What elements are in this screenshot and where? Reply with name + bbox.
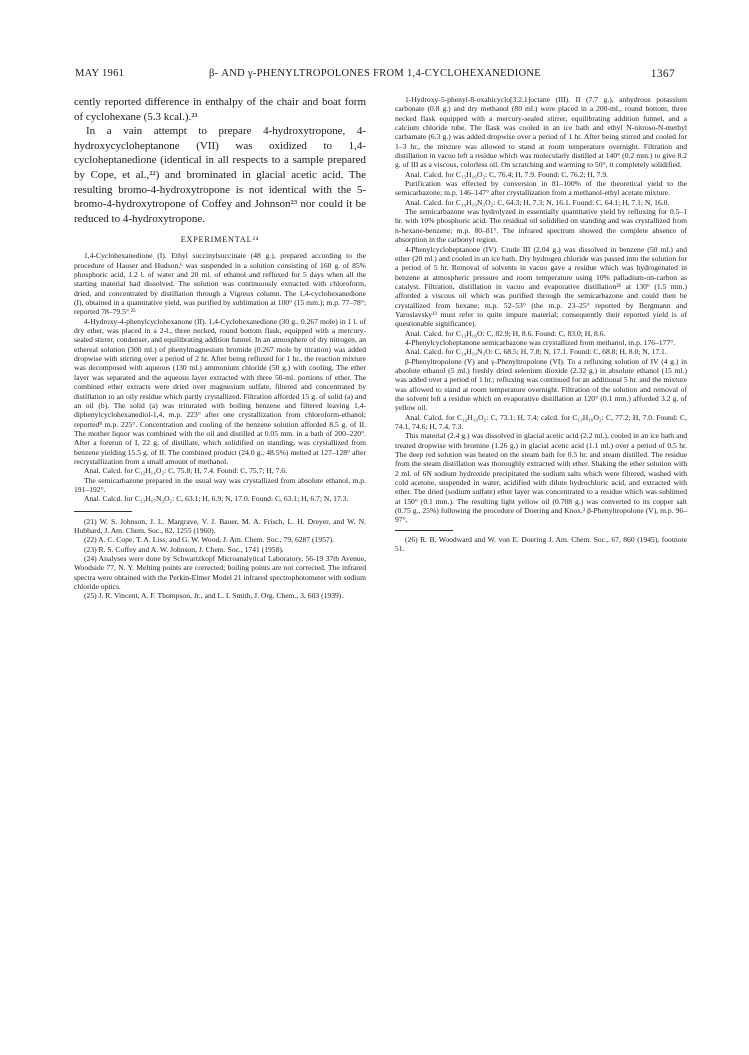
running-title: β- AND γ-PHENYLTROPOLONES FROM 1,4-CYCLOHEXANEDIONE <box>208 68 542 79</box>
experimental-paragraph: Purification was effected by conversion in 81–100% of the theoretical yield to the semicarbazone; m.p. 146–147° after crystallization from a methanol-ethyl acetate mixture. <box>395 179 687 198</box>
page-number: 1367 <box>650 68 675 80</box>
experimental-paragraph: The semicarbazone prepared in the usual way was crystallized from absolute ethanol, m.p. 191–192°. <box>74 475 366 494</box>
analysis-line: Anal. Calcd. for C₁₂H₁₄O₂: C, 75.8; H, 7.4. Found: C, 75.7; H, 7.6. <box>84 466 288 476</box>
experimental-paragraph: β-Phenyltropolone (V) and γ-Phenyltropolone (VI). To a refluxing solution of IV (4 g.) in absolute ethanol (5 ml.) freshly dried selenium dioxide (2.32 g.) in absolute ethanol (15 ml.) was added over a period of 1 hr.; refluxing was continued for an additional 5 hr. and the mixture was allowed to stand at room temperature overnight. Filtration of the solution and removal of the solvent left a residue which on evaporative distillation at 120° (0.1 mm.) afforded 3.2 g. of yellow oil. <box>395 356 687 413</box>
experimental-paragraph: 4-Hydroxy-4-phenylcyclohexanone (II). 1,4-Cyclohexanedione (30 g., 0.267 mole) in 1 l. of dry ether, was placed in a 2-l., three necked, round bottom flask, equipped with a mercury-sealed stirrer, condenser, and equilibrating addition funnel. In an atmosphere of dry nitrogen, an ethereal solution (300 ml.) of phenylmagnesium bromide (0.267 mole by titration) was added dropwise with stirring over a period of 2 hr. After being refluxed for 1 hr., the reaction mixture was decomposed with aqueous (130 ml.) ammonium chloride (50 g.) with cooling. The ether layer was separated and the aqueous layer extracted with three 50-ml. portions of ether. The combined ether extracts were dried over magnesium sulfate, filtered and concentrated by distillation to an oily residue which partly crystallized. Filtration afforded 15 g. of solid (a) and an oil (b). The solid (a) was triturated with boiling benzene and filtered leaving 1,4-diphenylcyclohexanediol-1,4, m.p. 223° after one crystallization from chloroform-ethanol; reported⁸ m.p. 225°. Concentration and cooling of the benzene solution afforded 8.5 g. of II. The mother liquor was combined with the oil and distilled at 0.05 mm. in a bath of 200–220°. After a forerun of I, 22 g. of distillate, which solidified on standing, was crystallized from benzene yielding 15.5 g. of II. The combined product (24.0 g., 48.5%) melted at 127–128° after recrystallization from a small amount of methanol. <box>74 316 366 466</box>
analysis-line: Anal. Calcd. for C₁₃H₁₀O₂: C, 73.1; H, 7.4; calcd. for C₁₃H₁₀O₂: C, 77.2; H, 7.0. Found: C, 74.1, 74.6; H, 7.4, 7.3. <box>395 412 687 432</box>
analysis-line: Anal. Calcd. for C₁₃H₁₇N₃O₂: C, 63.1; H, 6.9; N, 17.0. Found: C, 63.1; H, 6.7; N, 17.3. <box>84 494 349 504</box>
analysis-line: Anal. Calcd. for C₁₄H₁₉N₃O: C, 68.5; H, 7.8; N, 17.1. Found: C, 68.8; H, 8.0; N, 17.1. <box>405 347 667 357</box>
experimental-paragraph: This material (2.4 g.) was dissolved in glacial acetic acid (2.2 ml.), cooled in an ice bath and treated dropwise with bromine (1.26 g.) in glacial acetic acid (1.1 ml.) over a period of 0.5 hr. The deep red solution was heated on the steam bath for 0.5 hr. and steam distilled. The residue from the steam distillation was thoroughly extracted with ether. Shaking the ether solution with 2 ml. of 6N sodium hydroxide precipitated the sodium salts which were filtered, washed with cold acetone, suspended in water, acidified with dilute hydrochloric acid, and extracted with ether. The dried (sodium sulfate) ether layer was concentrated to a residue which was sublimed at 150° (0.1 mm.). The resulting light yellow oil (0.708 g.) was converted to its copper salt (0.75 g., 25%) following the procedure of Doering and Knox.³ β-Phenyltropolone (V), m.p. 96–97°, <box>395 431 687 525</box>
running-header <box>75 68 675 82</box>
footnote: (26) R. B. Woodward and W. von E. Doering J. Am. Chem. Soc., 67, 860 (1945), footnote 51. <box>395 534 687 554</box>
footnote: (24) Analyses were done by Schwartzkopf Microanalytical Laboratory, 56-19 37th Avenue, Woodside 77, N. Y. Melting points are corrected; boiling points are not corrected. The infrared spectra were obtained with the Perkin-Elmer Model 21 infrared spectrophotometer with sodium chloride optics. <box>74 554 366 592</box>
footnote: (23) R. S. Coffey and A. W. Johnson, J. Chem. Soc., 1741 (1958). <box>84 544 284 554</box>
footnote: (22) A. C. Cope, T. A. Liss, and G. W. Wood, J. Am. Chem. Soc., 79, 6287 (1957). <box>84 535 335 545</box>
footnote: (25) J. R. Vincent, A. F. Thompson, Jr., and L. I. Smith, J. Org. Chem., 3, 603 (1939). <box>84 591 344 601</box>
analysis-line: Anal. Calcd. for C₁₃H₁₆O₂: C, 76.4; H, 7.9. Found: C, 76.2; H, 7.9. <box>405 169 609 179</box>
left-column <box>74 95 366 601</box>
experimental-paragraph: 1-Hydroxy-5-phenyl-8-oxabicyclo[3.2.1]octane (III). II (7.7 g.), anhydrous potassium carbonate (0.8 g.) and dry methanol (80 ml.) were placed in a 200-ml., round bottom, three necked flask equipped with a mercury-sealed stirrer, equilibrating addition funnel, and a calcium chloride tube. The flask was cooled in an ice bath and ethyl N-nitroso-N-methyl carbamate (6.3 g.) was added dropwise over a period of 1 hr. After being stirred and cooled for 1–3 hr., the mixture was allowed to stand at room temperature overnight. Filtration and distillation in vacuo left a residue which was molecularly distilled at 140° (0.2 mm.) to give 8.2 g. of III as a viscous, colorless oil. On scratching and warming to 50°, it completely solidified. <box>395 95 687 170</box>
experimental-heading: EXPERIMENTAL²⁴ <box>180 235 260 245</box>
footnote-divider <box>74 511 132 512</box>
right-column <box>395 95 687 554</box>
footnote-divider <box>395 530 453 531</box>
experimental-paragraph: 4-Phenylcycloheptanone semicarbazone was crystallized from methanol, m.p. 176–177°. <box>405 337 676 347</box>
experimental-paragraph: The semicarbazone was hydrolyzed in essentially quantitative yield by refluxing for 0.5–1 hr. with 10% phosphoric acid. The residual oil solidified on standing and was crystallized from n-hexane-benzene; m.p. 80–81°. The infrared spectrum showed the complete absence of absorption in the carbonyl region. <box>395 207 687 245</box>
analysis-line: Anal. Calcd. for C₁₄H₁₉N₃O₂: C, 64.3; H, 7.3; N, 16.1. Found: C, 64.1; H, 7.1; N, 16.0. <box>405 197 670 207</box>
intro-paragraph: In a vain attempt to prepare 4-hydroxytropone, 4-hydroxycycloheptanone (VII) was oxidized to 1,4-cycloheptanedione (identical in all respects to a sample prepared by Cope, et al.,²²) and brominated in glacial acetic acid. The resulting bromo-4-hydroxytropone is not identical with the 5-bromo-4-hydroxytropone of Coffey and Johnson²³ nor could it be reduced to 4-hydroxytropone. <box>74 125 366 225</box>
experimental-paragraph: 4-Phenylcycloheptanone (IV). Crude III (2.04 g.) was dissolved in benzene (50 ml.) and ether (20 ml.) and cooled in an ice bath. Dry hydrogen chloride was passed into the solution for a period of 5 hr. Removal of solvents in vacuo gave a residue which was hydrogenated in benzene at atmospheric pressure and room temperature using 10% palladium-on-carbon as catalyst. Filtration, distillation in vacuo and evaporative distillation²⁶ at 130° (1.5 mm.) afforded a viscous oil which was purified through the semicarbazone and could then be crystallized from hexane; m.p. 52–53° (the m.p. 23–25° reported by Bergmann and Yaroslavsky¹³ must refer to quite impure material; consequently their reported yield is of questionable significance). <box>395 244 687 329</box>
analysis-line: Anal. Calcd. for C₁₃H₁₆O: C, 82.9; H, 8.6. Found: C, 83.0; H, 8.6. <box>405 328 606 338</box>
experimental-paragraph: 1,4-Cyclohexanedione (I). Ethyl succinylsuccinate (48 g.), prepared according to the procedure of Hauser and Hudson,⁶ was suspended in a solution consisting of 160 g. of 85% phosphoric acid, 1.2 l. of water and 20 ml. of ethanol and refluxed for 5 days when all the starting material had dissolved. The solution was continuously extracted with chloroform, dried, and concentrated by distillation through a Vigreux column. The 1,4-cyclohexanedione (I), obtained in a quantitative yield, was purified by sublimation at 100° (15 mm.); m.p. 77–78°; reported 78–79.5°.²⁵ <box>74 251 366 317</box>
issue-date: MAY 1961 <box>75 68 125 79</box>
footnote: (21) W. S. Johnson, J. L. Margrave, V. J. Bauer, M. A. Frisch, L. H. Dreyer, and W. N. Hubbard, J. Am. Chem. Soc., 82, 1255 (1960). <box>74 516 366 535</box>
intro-paragraph: cently reported difference in enthalpy of the chair and boat form of cyclohexane (5.3 kcal.).²¹ <box>74 96 366 123</box>
